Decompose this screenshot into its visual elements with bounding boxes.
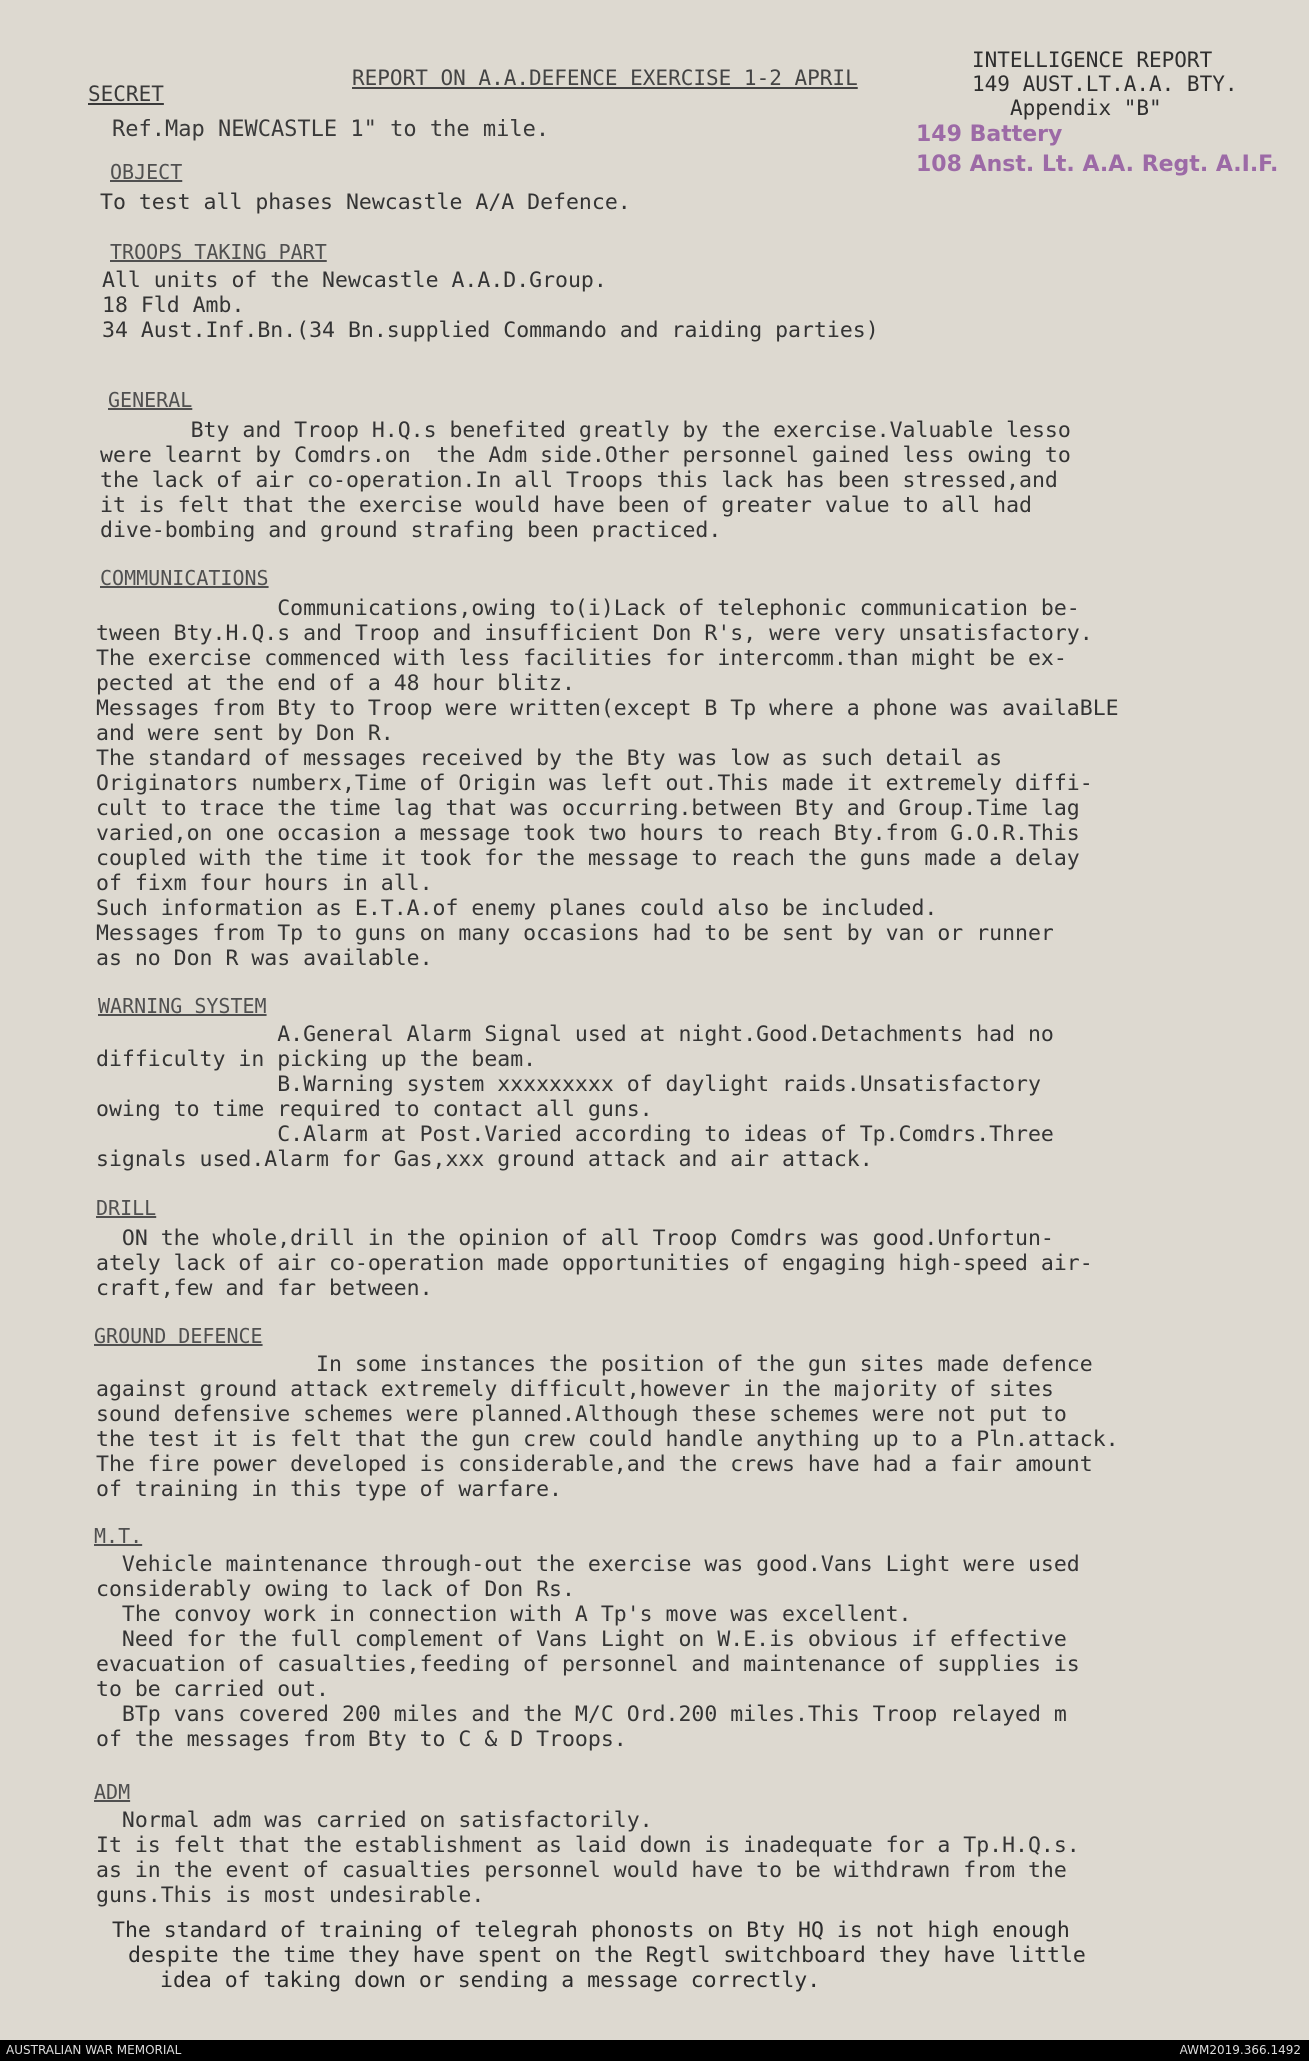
section-heading-object: OBJECT [110,160,183,184]
section-heading-communications: COMMUNICATIONS [100,566,269,590]
section-body-object: To test all phases Newcastle A/A Defence. [100,190,631,215]
footer-institution: AUSTRALIAN WAR MEMORIAL [6,2043,182,2057]
section-body-warning-system: A.General Alarm Signal used at night.Good.Detachments had no difficulty in picking up the beam. B.Warning system xxxxxxxxx of daylight raids.Unsatisfactory owing to time required to contact all guns. C.Alarm at Post.Varied according to ideas of Tp.Comdrs.Three signals used.Alarm for Gas,xxx ground attack and air attack. [96,1022,1054,1172]
section-heading-ground-defence: GROUND DEFENCE [94,1324,263,1348]
adm-training-line-1: The standard of training of telegrah phonosts on Bty HQ is not high enough [112,1918,1070,1943]
section-body-troops: All units of the Newcastle A.A.D.Group. 18 Fld Amb. 34 Aust.Inf.Bn.(34 Bn.supplied Commando and raiding parties) [102,268,879,343]
section-body-ground-defence: In some instances the position of the gun sites made defence against ground attack extremely difficult,however in the majority of sites sound defensive schemes were planned.Although these schemes were not put to the test it is felt that the gun crew could handle anything up to a Pln.attack. The fire power developed is considerable,and the crews have had a fair amount of training in this type of warfare. [96,1352,1119,1502]
adm-training-line-3: idea of taking down or sending a message correctly. [160,1968,821,1993]
intel-line-2: 149 AUST.LT.A.A. BTY. [972,72,1238,96]
stamp-line-1: 149 Battery [916,122,1063,147]
section-heading-adm: ADM [94,1780,131,1804]
secret-label: SECRET [88,82,164,106]
section-body-drill: ON the whole,drill in the opinion of all Troop Comdrs was good.Unfortun- ately lack of air co-operation made opportunities of engaging high-speed air- craft,few and far between. [96,1226,1093,1301]
section-heading-drill: DRILL [96,1196,157,1220]
section-body-adm: Normal adm was carried on satisfactorily. It is felt that the establishment as laid down is inadequate for a Tp.H.Q.s. as in the event of casualties personnel would have to be withdrawn from the guns.This is most undesirable. [96,1808,1080,1908]
battery-stamp [916,120,1278,180]
intel-line-1: INTELLIGENCE REPORT [972,48,1213,72]
section-body-communications: Communications,owing to(i)Lack of telephonic communication be- tween Bty.H.Q.s and Troop and insufficient Don R's, were very unsatisfactory. The exercise commenced with less facilities for intercomm.than might be ex- pected at the end of a 48 hour blitz. Messages from Bty to Troop were written(except B Tp where a phone was availaBLE and were sent by Don R. The standard of messages received by the Bty was low as such detail as Originators numberx,Time of Origin was left out.This made it extremely diffi- cult to trace the time lag that was occurring.between Bty and Group.Time lag varied,on one occasion a message took two hours to reach Bty.from G.O.R.This coupled with the time it took for the message to reach the guns made a delay of fixm four hours in all. Such information as E.T.A.of enemy planes could also be included. Messages from Tp to guns on many occasions had to be sent by van or runner as no Don R was available. [96,596,1119,971]
report-title: REPORT ON A.A.DEFENCE EXERCISE 1-2 APRIL [352,66,858,90]
section-heading-mt: M.T. [94,1524,143,1548]
intelligence-header [972,48,1238,120]
section-body-mt: Vehicle maintenance through-out the exercise was good.Vans Light were used considerably owing to lack of Don Rs. The convoy work in connection with A Tp's move was excellent. Need for the full complement of Vans Light on W.E.is obvious if effective evacuation of casualties,feeding of personnel and maintenance of supplies is to be carried out. BTp vans covered 200 miles and the M/C Ord.200 miles.This Troop relayed m of the messages from Bty to C & D Troops. [96,1552,1080,1752]
section-body-general: Bty and Troop H.Q.s benefited greatly by the exercise.Valuable lesso were learnt by Comdrs.on the Adm side.Other personnel gained less owing to the lack of air co-operation.In all Troops this lack has been stressed,and it is felt that the exercise would have been of greater value to all had dive-bombing and ground strafing been practiced. [100,418,1071,543]
section-heading-troops: TROOPS TAKING PART [110,240,327,264]
intel-line-3: Appendix "B" [1009,96,1162,120]
stamp-line-2: 108 Anst. Lt. A.A. Regt. A.I.F. [916,152,1279,177]
footer-accession-number: AWM2019.366.1492 [1179,2043,1301,2057]
section-heading-warning-system: WARNING SYSTEM [98,994,267,1018]
section-heading-general: GENERAL [108,388,193,412]
archive-footer [0,2040,1309,2061]
adm-training-line-2: despite the time they have spent on the Regtl switchboard they have little [128,1943,1086,1968]
map-reference: Ref.Map NEWCASTLE 1" to the mile. [112,117,550,142]
